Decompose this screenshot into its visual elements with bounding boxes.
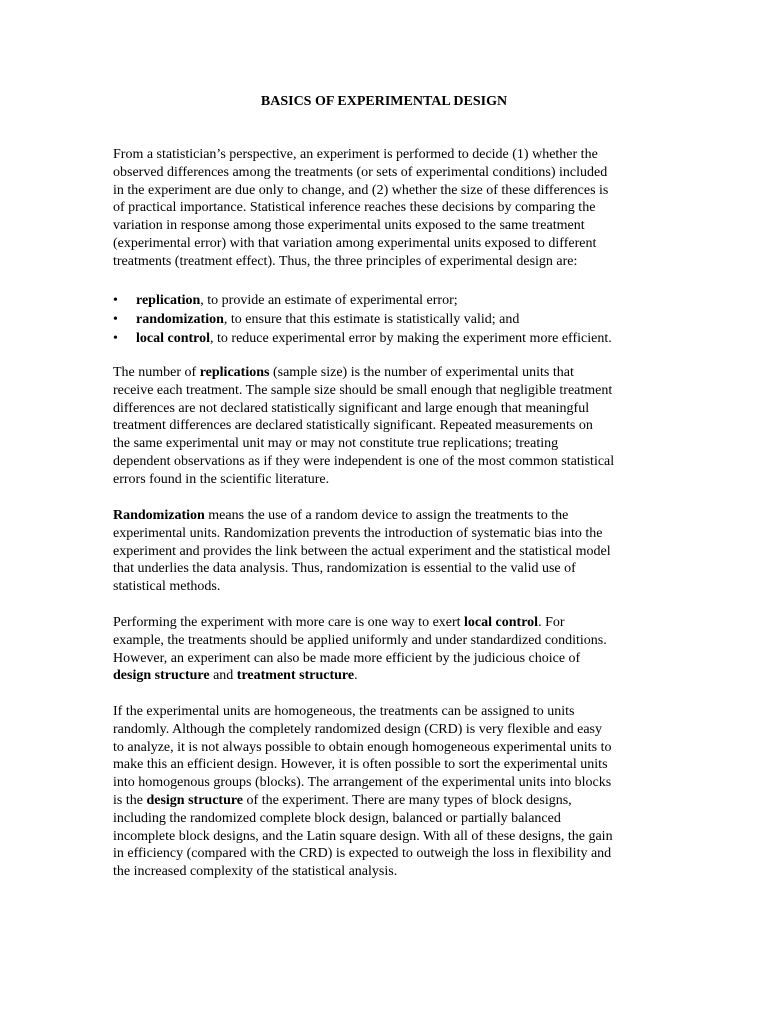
- paragraph-line: incomplete block designs, and the Latin square design. With all of these designs, the gain: [113, 828, 613, 844]
- term-design-structure: design structure: [146, 792, 244, 808]
- list-item-text: , to reduce experimental error by making the experiment more efficient.: [210, 331, 612, 346]
- paragraph-line: treatment differences are declared statistically significant. Repeated measurements on: [113, 418, 593, 434]
- term-replications: replications: [199, 365, 270, 380]
- paragraph-line: [113, 364, 614, 382]
- paragraph-line: randomly. Although the completely randomized design (CRD) is very flexible and easy: [113, 721, 602, 737]
- paragraph-line: differences are not declared statistically significant and large enough that meaningful: [113, 400, 590, 416]
- bullet-icon: •: [113, 331, 118, 346]
- paragraph-line: make this an efficient design. However, it is often possible to sort the experimental units: [113, 757, 608, 773]
- term-randomization: Randomization: [113, 508, 205, 523]
- text-run: .: [354, 668, 358, 684]
- paragraph-line: including the randomized complete block design, balanced or partially balanced: [113, 810, 561, 826]
- intro-line: From a statistician’s perspective, an experiment is performed to decide (1) whether the: [113, 147, 598, 162]
- list-item: [113, 291, 612, 310]
- local-control-paragraph: [113, 614, 607, 685]
- text-run: is the: [113, 792, 147, 808]
- paragraph-line: example, the treatments should be applied uniformly and under standardized conditions.: [113, 632, 607, 648]
- homogeneous-paragraph: [113, 703, 613, 881]
- list-item: [113, 310, 612, 329]
- list-item-text: , to ensure that this estimate is statistically valid; and: [223, 312, 520, 327]
- intro-paragraph: [113, 146, 608, 271]
- paragraph-line: the increased complexity of the statistical analysis.: [113, 864, 398, 880]
- paragraph-line: in efficiency (compared with the CRD) is expected to outweigh the loss in flexibility and: [113, 846, 612, 862]
- paragraph-line: receive each treatment. The sample size should be small enough that negligible treatment: [113, 382, 613, 398]
- term-treatment-structure: treatment structure: [236, 668, 355, 684]
- principles-list: [113, 291, 612, 348]
- intro-line: variation in response among those experimental units exposed to the same treatment: [113, 218, 585, 234]
- intro-line: in the experiment are due only to change, and (2) whether the size of these differences is: [113, 182, 609, 198]
- term-replication: replication: [136, 293, 201, 308]
- paragraph-line: [113, 507, 611, 525]
- paragraph-line: errors found in the scientific literature.: [113, 471, 330, 487]
- text-run: and: [209, 668, 237, 684]
- paragraph-line: dependent observations as if they were independent is one of the most common statistical: [113, 453, 615, 469]
- term-local-control: local control: [136, 331, 211, 346]
- intro-line: of practical importance. Statistical inference reaches these decisions by comparing the: [113, 200, 596, 216]
- paragraph-line: that underlies the data analysis. Thus, randomization is essential to the valid use of: [113, 561, 576, 577]
- paragraph-line: experiment and provides the link between the actual experiment and the statistical model: [113, 543, 611, 559]
- paragraph-line: into homogenous groups (blocks). The arrangement of the experimental units into blocks: [113, 775, 612, 791]
- paragraph-line: However, an experiment can also be made more efficient by the judicious choice of: [113, 650, 581, 666]
- list-item-text: , to provide an estimate of experimental error;: [200, 293, 458, 308]
- text-run: (sample size) is the number of experimental units that: [269, 365, 574, 380]
- paragraph-line: statistical methods.: [113, 579, 221, 595]
- bullet-icon: •: [113, 293, 118, 308]
- text-run: . For: [538, 615, 565, 630]
- text-run: of the experiment. There are many types of block designs,: [243, 792, 572, 808]
- bullet-icon: •: [113, 312, 118, 327]
- term-randomization: randomization: [136, 312, 224, 327]
- intro-line: observed differences among the treatments (or sets of experimental conditions) included: [113, 164, 608, 180]
- paragraph-line: experimental units. Randomization prevents the introduction of systematic bias into the: [113, 525, 603, 541]
- text-run: means the use of a random device to assign the treatments to the: [204, 508, 569, 523]
- paragraph-line: [113, 614, 607, 632]
- replications-paragraph: [113, 364, 614, 489]
- paragraph-line: the same experimental unit may or may not constitute true replications; treating: [113, 436, 559, 452]
- list-item: [113, 329, 612, 348]
- paragraph-line: [113, 792, 613, 810]
- paragraph-line: If the experimental units are homogeneous, the treatments can be assigned to units: [113, 704, 575, 719]
- randomization-paragraph: [113, 507, 611, 596]
- paragraph-line: [113, 667, 607, 685]
- text-run: Performing the experiment with more care is one way to exert: [113, 615, 465, 630]
- term-local-control: local control: [464, 615, 539, 630]
- term-design-structure: design structure: [113, 668, 210, 684]
- intro-line: treatments (treatment effect). Thus, the three principles of experimental design are:: [113, 253, 578, 269]
- intro-line: (experimental error) with that variation among experimental units exposed to different: [113, 235, 597, 251]
- paragraph-line: to analyze, it is not always possible to obtain enough homogeneous experimental units to: [113, 739, 612, 755]
- document-title: BASICS OF EXPERIMENTAL DESIGN: [260, 94, 508, 109]
- text-run: The number of: [113, 365, 200, 380]
